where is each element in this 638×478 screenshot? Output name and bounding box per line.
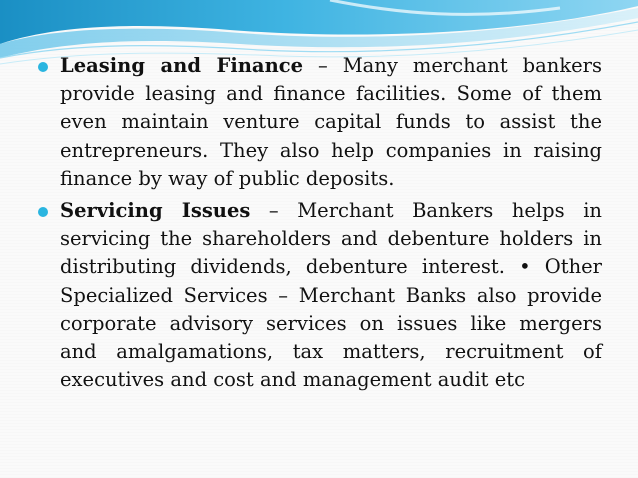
bullet-term: Leasing and Finance — [60, 54, 304, 77]
bullet-list — [36, 52, 602, 398]
bullet-dot-icon — [38, 62, 48, 72]
bullet-term: Servicing Issues — [60, 199, 251, 223]
bullet-dot-icon — [38, 207, 48, 217]
bullet-text: – Merchant Bankers helps in servicing the shareholders and debenture holders in distributing dividends, debenture interest. • Other Specialized Services – Merchant Banks also provide corporate advisory services on issues like mergers and amalgamations, tax matters, recruitment of executives and cost and management audit etc — [60, 199, 602, 392]
bullet-text: – Many merchant bankers provide leasing and finance facilities. Some of them even maintain venture capital funds to assist the entrepreneurs. They also help companies in raising finance by way of public deposits. — [60, 54, 602, 190]
bullet-servicing-issues — [36, 197, 602, 394]
bullet-leasing-finance — [36, 52, 602, 193]
